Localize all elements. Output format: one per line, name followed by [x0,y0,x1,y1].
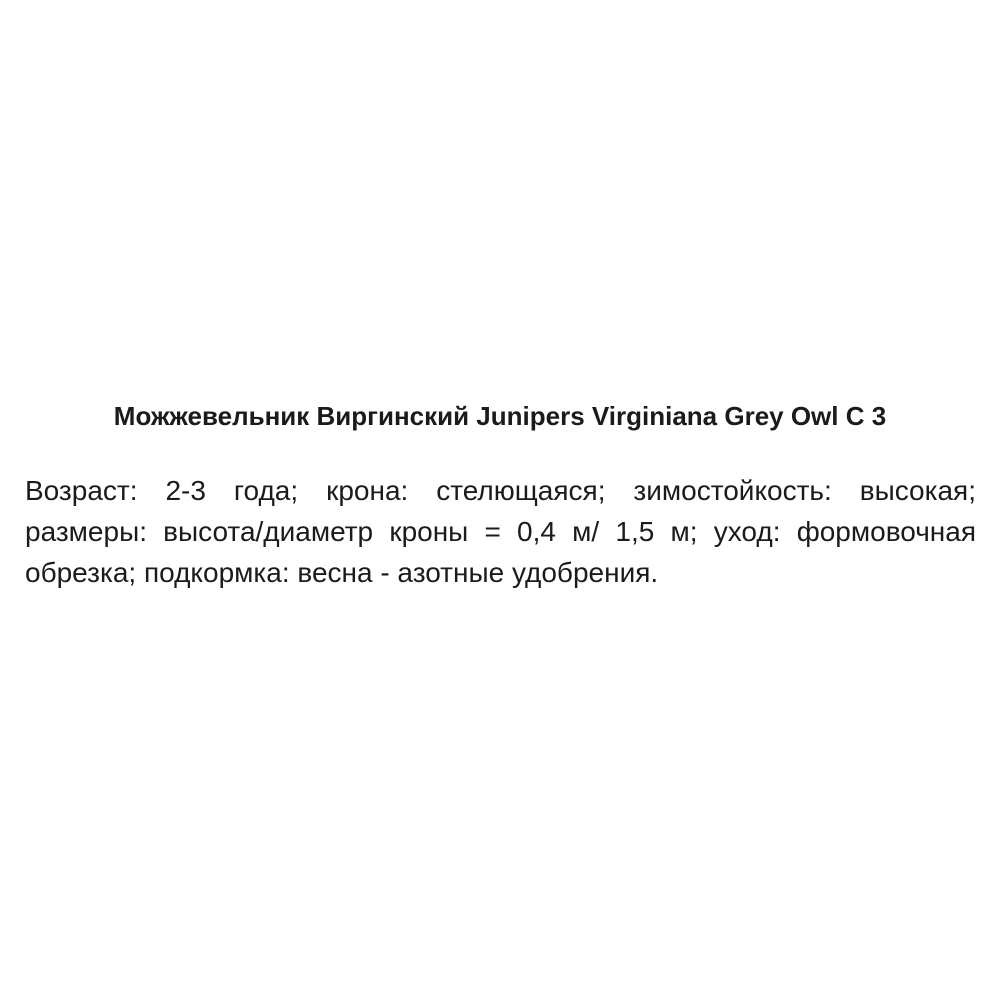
product-title: Можжевельник Виргинский Junipers Virginiana Grey Owl C 3 [113,401,887,431]
spec-line-2: размеры: высота/диаметр кроны = 0,4 м/ 1,5 м; уход: формовочная [25,516,976,547]
spec-line-1: Возраст: 2-3 года; крона: стелющаяся; зимостойкость: высокая; [25,475,976,506]
product-specs-paragraph [25,470,976,593]
spec-line-3: обрезка; подкормка: весна - азотные удобрения. [25,557,659,588]
